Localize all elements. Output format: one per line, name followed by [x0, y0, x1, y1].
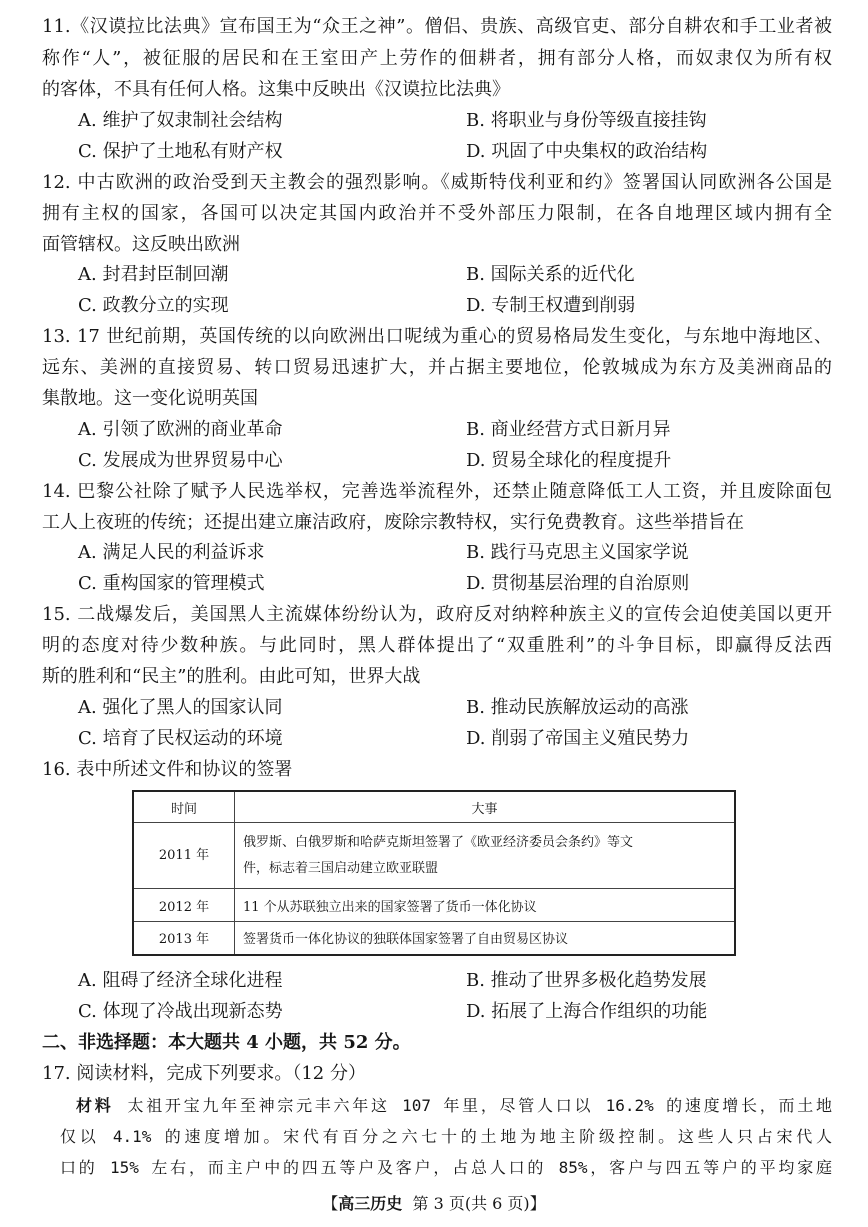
- q13-stem-line-2: 远东、美洲的直接贸易、转口贸易迅速扩大，并占据主要地位，伦敦城成为东方及美洲商品的: [42, 357, 832, 378]
- q17-material-line-2: 仅以 4.1% 的速度增加。宋代有百分之六七十的土地为地主阶级控制。这些人只占宋代人: [60, 1127, 832, 1146]
- q13-stem-line-3: 集散地。这一变化说明英国: [42, 388, 258, 409]
- q11-option-c: C. 保护了土地私有财产权: [78, 141, 283, 162]
- q15-option-c: C. 培育了民权运动的环境: [78, 728, 283, 749]
- q12-option-c: C. 政教分立的实现: [78, 295, 229, 316]
- table-cell-year: 2013 年: [133, 922, 235, 955]
- q14-option-d: D. 贯彻基层治理的自治原则: [466, 573, 690, 594]
- q14-stem-line-1: 14. 巴黎公社除了赋予人民选举权，完善选举流程外，还禁止随意降低工人工资，并且废除面包: [42, 481, 832, 502]
- q11-option-d: D. 巩固了中央集权的政治结构: [466, 141, 708, 162]
- q15-stem-line-2: 明的态度对待少数种族。与此同时，黑人群体提出了“双重胜利”的斗争目标，即赢得反法西: [42, 635, 832, 656]
- table-row: [133, 823, 735, 889]
- material-label: 材料: [76, 1096, 114, 1115]
- footer-subject: 高三历史: [338, 1194, 403, 1213]
- table-header-time: 时间: [133, 791, 235, 823]
- table-cell-event: 签署货币一体化协议的独联体国家签署了自由贸易区协议: [235, 922, 736, 955]
- footer-bracket-open: 【: [322, 1194, 339, 1213]
- page-footer: [0, 1194, 868, 1214]
- q13-option-b: B. 商业经营方式日新月异: [466, 419, 671, 440]
- q12-stem-line-1: 12. 中古欧洲的政治受到天主教会的强烈影响。《威斯特伐利亚和约》签署国认同欧洲各公国是: [42, 172, 832, 193]
- table-cell-event: [235, 823, 736, 889]
- table-row: [133, 922, 735, 955]
- q15-option-d: D. 削弱了帝国主义殖民势力: [466, 728, 690, 749]
- table-cell-event-line-2: 件，标志着三国启动建立欧亚联盟: [243, 860, 439, 876]
- q11-stem-line-3: 的客体，不具有任何人格。这集中反映出《汉谟拉比法典》: [42, 79, 510, 100]
- q15-stem-line-1: 15. 二战爆发后，美国黑人主流媒体纷纷认为，政府反对纳粹种族主义的宣传会迫使美国以更开: [42, 604, 832, 625]
- footer-page-number: 第 3 页(共 6 页): [412, 1194, 530, 1213]
- q15-option-a: A. 强化了黑人的国家认同: [78, 697, 283, 718]
- q14-option-c: C. 重构国家的管理模式: [78, 573, 265, 594]
- table-row: [133, 889, 735, 922]
- q13-option-d: D. 贸易全球化的程度提升: [466, 450, 672, 471]
- q16-stem: 16. 表中所述文件和协议的签署: [42, 759, 293, 780]
- section-2-title: 二、非选择题：本大题共 4 小题，共 52 分。: [42, 1032, 411, 1053]
- table-cell-event-line-1: 俄罗斯、白俄罗斯和哈萨克斯坦签署了《欧亚经济委员会条约》等文: [243, 834, 634, 850]
- q17-material-line-3: 口的 15% 左右，而主户中的四五等户及客户，占总人口的 85%，客户与四五等户的平均家庭: [60, 1158, 832, 1177]
- q13-stem-line-1: 13. 17 世纪前期，英国传统的以向欧洲出口呢绒为重心的贸易格局发生变化，与东地中海地区、: [42, 326, 832, 347]
- q16-option-a: A. 阻碍了经济全球化进程: [78, 970, 283, 991]
- q17-material-text-1: 太祖开宝九年至神宗元丰六年这 107 年里，尽管人口以 16.2% 的速度增长，而土地: [127, 1096, 832, 1115]
- q16-option-c: C. 体现了冷战出现新态势: [78, 1001, 283, 1022]
- table-cell-year: 2012 年: [133, 889, 235, 922]
- q14-option-b: B. 践行马克思主义国家学说: [466, 542, 689, 563]
- q13-option-c: C. 发展成为世界贸易中心: [78, 450, 283, 471]
- table-cell-event: 11 个从苏联独立出来的国家签署了货币一体化协议: [235, 889, 736, 922]
- table-header-event: 大事: [235, 791, 736, 823]
- q12-stem-line-2: 拥有主权的国家，各国可以决定其国内政治并不受外部压力限制，在各自地理区域内拥有全: [42, 203, 832, 224]
- q12-stem-line-3: 面管辖权。这反映出欧洲: [42, 234, 240, 255]
- q11-stem-line-2: 称作“人”，被征服的居民和在王室田产上劳作的佃耕者，拥有部分人格，而奴隶仅为所有权: [42, 48, 832, 69]
- q15-option-b: B. 推动民族解放运动的高涨: [466, 697, 689, 718]
- q16-option-b: B. 推动了世界多极化趋势发展: [466, 970, 707, 991]
- q11-stem-line-1: 11.《汉谟拉比法典》宣布国王为“众王之神”。僧侣、贵族、高级官吏、部分自耕农和手工业者被: [42, 16, 832, 37]
- q17-material-line-1: [76, 1095, 832, 1117]
- q14-stem-line-2: 工人上夜班的传统；还提出建立廉洁政府，废除宗教特权，实行免费教育。这些举措旨在: [42, 512, 744, 533]
- q13-option-a: A. 引领了欧洲的商业革命: [78, 419, 283, 440]
- footer-bracket-close: 】: [529, 1194, 546, 1213]
- q11-option-b: B. 将职业与身份等级直接挂钩: [466, 110, 707, 131]
- events-table: [132, 790, 736, 956]
- table-header-row: [133, 791, 735, 823]
- q11-option-a: A. 维护了奴隶制社会结构: [78, 110, 283, 131]
- q17-stem: 17. 阅读材料，完成下列要求。（12 分）: [42, 1063, 366, 1084]
- q12-option-d: D. 专制王权遭到削弱: [466, 295, 636, 316]
- table-cell-year: 2011 年: [133, 823, 235, 889]
- q12-option-b: B. 国际关系的近代化: [466, 264, 635, 285]
- q12-option-a: A. 封君封臣制回潮: [78, 264, 229, 285]
- q14-option-a: A. 满足人民的利益诉求: [78, 542, 265, 563]
- q16-option-d: D. 拓展了上海合作组织的功能: [466, 1001, 708, 1022]
- q15-stem-line-3: 斯的胜利和“民主”的胜利。由此可知，世界大战: [42, 666, 421, 687]
